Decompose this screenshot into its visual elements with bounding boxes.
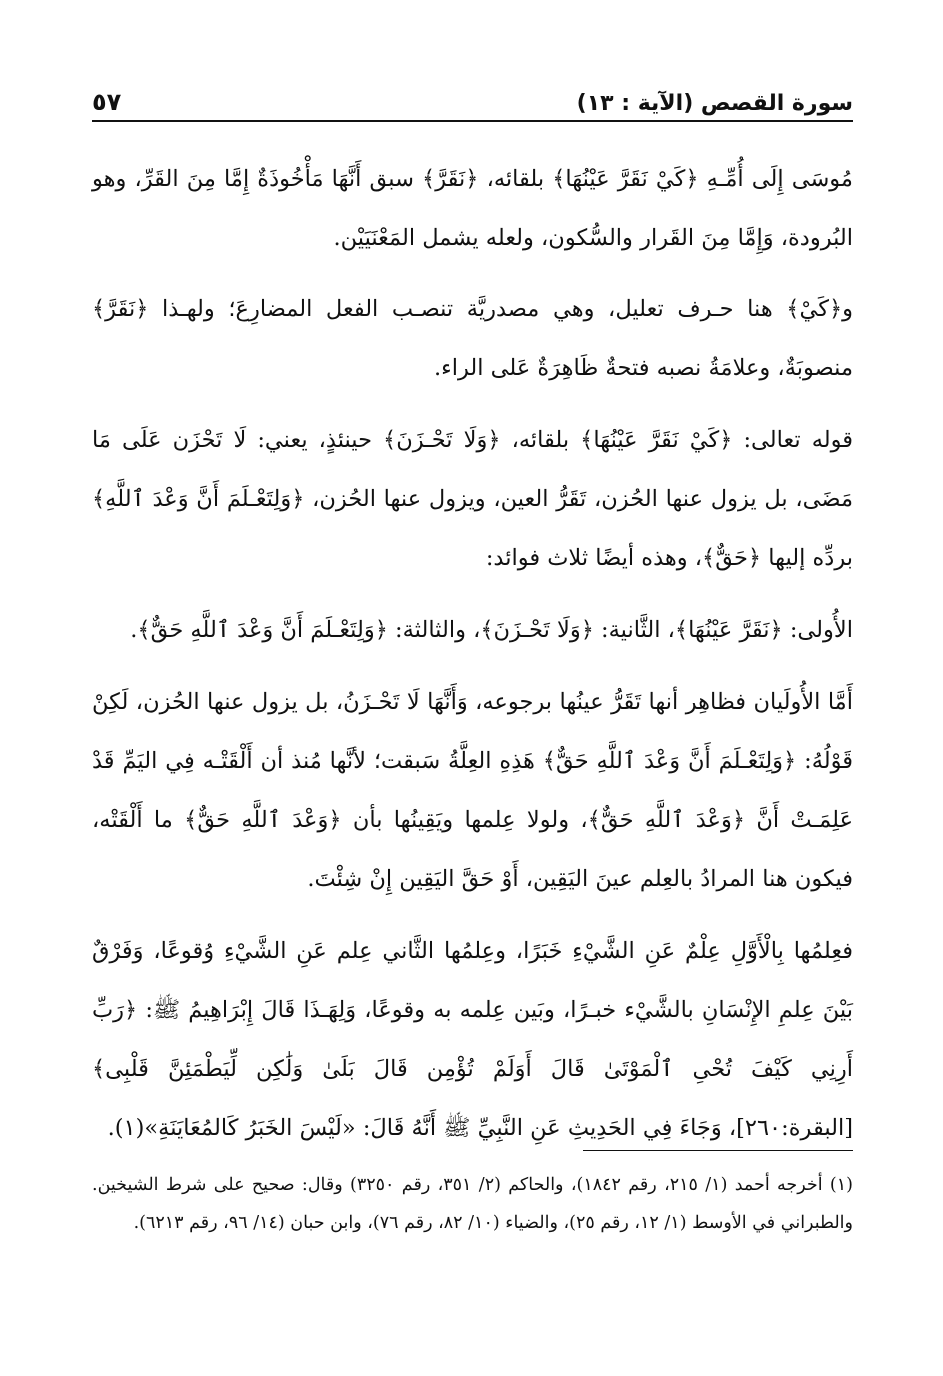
running-header	[92, 86, 853, 122]
page-number: ٥٧	[92, 88, 122, 116]
footnote: (١) أخرجه أحمد (١/ ٢١٥، رقم ١٨٤٢)، والحاكم (٢/ ٣٥١، رقم ٣٢٥٠) وقال: صحيح على شرط الشيخين. والطبراني في الأوسط (١/ ١٢، رقم ٢٥)، والضياء (١٠/ ٨٢، رقم ٧٦)، وابن حبان (١٤/ ٩٦، رقم ٦٢١٣).	[92, 1175, 853, 1233]
footnote-divider	[583, 1150, 853, 1151]
paragraph-1: مُوسَى إِلَى أُمِّـهِ ﴿كَيْ نَقَرَّ عَيْنُهَا﴾ بلقائه، ﴿نَقَرَّ﴾ سبق أَنَّهَا مَأْخُوذَةٌ إِمَّا مِنَ القَرِّ، وهو البُرودة، وَإِمَّا مِنَ القَرار والسُّكون، ولعله يشمل المَعْنَيَيْن.	[92, 166, 853, 251]
paragraph-5: أَمَّا الأُولَيان فظاهِر أنها تَقَرُّ عينُها برجوعه، وَأَنَّهَا لَا تَحْـزَنُ، بل يزول عنها الحُزن، لَكِنْ قَوْلُهُ: ﴿وَلِتَعْـلَمَ أَنَّ وَعْدَ ٱللَّهِ حَقٌّ﴾ هَذِهِ العِلَّةُ سَبقت؛ لأنَّها مُنذ أن أَلْقَتْـه فِي اليَمِّ قَدْ عَلِمَـتْ أَنَّ ﴿وَعْدَ ٱللَّهِ حَقٌّ﴾، ولولا عِلمها ويَقِينُها بأن ﴿وَعْدَ ٱللَّهِ حَقٌّ﴾ ما أَلْقَتْه، فيكون هنا المرادُ بالعِلم عينَ اليَقِين، أَوْ حَقَّ اليَقِين إِنْ شِئْتَ.	[92, 689, 853, 892]
paragraph-6: فعِلمُها بِالْأَوَّلِ عِلْمٌ عَنِ الشَّيْءِ خَبَرًا، وعِلمُها الثَّاني عِلم عَنِ الشَّيْءِ وُقوعًا، وَفَرْقٌ بَيْنَ عِلمِ الإِنْسَانِ بالشَّيْء خبـرًا، وبَين عِلمه به وقوعًا، وَلِهَـذَا قَالَ إِبْرَاهِيمُ ﷺ: ﴿رَبِّ أَرِنِي كَيْفَ تُحْىِ ٱلْمَوْتَىٰ قَالَ أَوَلَمْ تُؤْمِن قَالَ بَلَىٰ وَلَٰكِن لِّيَطْمَئِنَّ قَلْبِى﴾ [البقرة:٢٦٠]، وَجَاءَ فِي الحَدِيثِ عَنِ النَّبِيِّ ﷺ أَنَّهُ قَالَ: «لَيْسَ الخَبَرُ كَالمُعَايَنَةِ»(١).	[92, 938, 853, 1141]
paragraph-3: قوله تعالى: ﴿كَيْ نَقَرَّ عَيْنُهَا﴾ بلقائه، ﴿وَلَا تَحْـزَنَ﴾ حينئذٍ، يعني: لَا تَحْزَن عَلَى مَا مَضَى، بل يزول عنها الحُزن، تَقَرُّ العين، ويزول عنها الحُزن، ﴿وَلِتَعْـلَمَ أَنَّ وَعْدَ ٱللَّهِ﴾ بردِّه إليها ﴿حَقٌّ﴾، وهذه أيضًا ثلاث فوائد:	[92, 427, 854, 571]
body-text	[92, 150, 853, 1171]
surah-title: سورة القصص (الآية : ١٣)	[576, 91, 853, 116]
paragraph-2: و﴿كَيْ﴾ هنا حـرف تعليل، وهي مصدريَّة تنصـب الفعل المضارِعَ؛ ولهـذا ﴿نَقَرَّ﴾ منصوبَةٌ، وعلامَةُ نصبه فتحةٌ ظَاهِرَةٌ عَلى الراء.	[92, 296, 853, 381]
paragraph-4: الأُولى: ﴿نَقَرَّ عَيْنُهَا﴾، الثَّانية: ﴿وَلَا تَحْـزَنَ﴾، والثالثة: ﴿وَلِتَعْـلَمَ أَنَّ وَعْدَ ٱللَّهِ حَقٌّ﴾.	[130, 617, 853, 643]
